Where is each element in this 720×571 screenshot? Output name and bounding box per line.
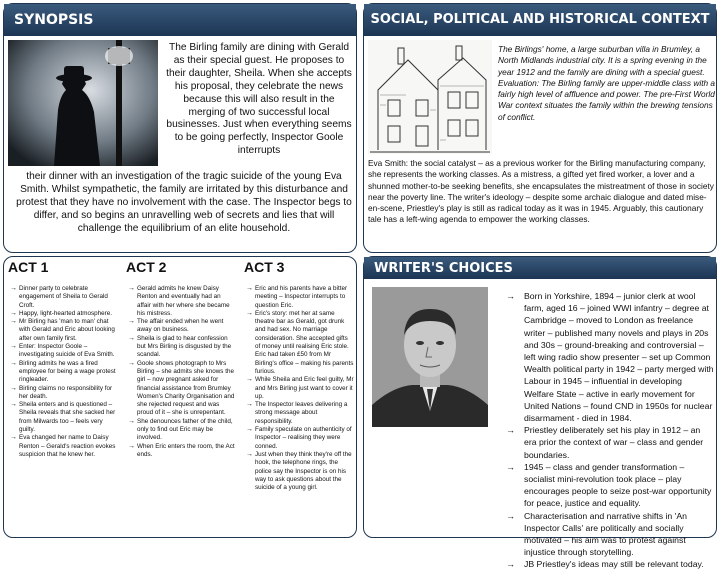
context-panel	[363, 3, 717, 253]
list-item: → She denounces father of the child, only to find out Eric may be involved.	[128, 418, 236, 443]
act-2-title: ACT 2	[126, 259, 167, 275]
act-1-column	[4, 257, 122, 537]
list-item: → Eva changed her name to Daisy Renton – Gerald's reaction evokes suspicion that he knew her.	[10, 434, 118, 459]
list-item: → The affair ended when he went away on business.	[128, 318, 236, 335]
list-item: → Sheila is glad to hear confession but Mrs Birling is disgusted by the scandal.	[128, 335, 236, 360]
list-item: → JB Priestley's ideas may still be relevant today.	[504, 558, 714, 570]
list-item: → Mr Birling has 'man to man' chat with Gerald and Eric about looking after own family first.	[10, 318, 118, 343]
inspector-silhouette-image	[8, 40, 158, 166]
list-item: → The Inspector leaves delivering a strong message about responsibility.	[246, 401, 354, 426]
act-2-column	[122, 257, 240, 537]
synopsis-panel	[3, 3, 357, 253]
context-body: Eva Smith: the social catalyst – as a previous worker for the Birling manufacturing company, she represents the working classes. As a mistress, a gifted yet fired worker, a lover and a shunned mother-to-be seeking benefits, she encapsulates the mistreatment of those in society near the poverty line. The writer's ideology – despite some archaic dialogue and dated mise-en-scene, Priestley's play is still as radical today as it was in 1945. Arguably, this cautionary tale has a left-wing agenda to empower the working classes.	[368, 158, 714, 225]
context-header: SOCIAL, POLITICAL AND HISTORICAL CONTEXT	[364, 4, 716, 36]
list-item: → Just when they think they're off the hook, the telephone rings, the police say the Inspector is on his way to ask questions about the suicide of a young girl.	[246, 451, 354, 492]
list-item: → Sheila enters and is questioned – Sheila reveals that she sacked her from Milwards too – feels very guilty.	[10, 401, 118, 434]
list-item: → Enter: Inspector Goole – investigating suicide of Eva Smith.	[10, 343, 118, 360]
list-item: → Priestley deliberately set his play in 1912 – an era prior the context of war – class and gender boundaries.	[504, 424, 714, 461]
list-item: → Gerald admits he knew Daisy Renton and eventually had an affair with her where she became his mistress.	[128, 285, 236, 318]
list-item: → 1945 – class and gender transformation – socialist mini-revolution took place – play encourages people to seize post-war opportunity for peace, justice and equality.	[504, 461, 714, 510]
priestley-portrait-image	[372, 287, 488, 427]
list-item: → Eric and his parents have a bitter meeting – Inspector interrupts to question Eric.	[246, 285, 354, 310]
synopsis-text-bottom: their dinner with an investigation of the tragic suicide of the young Eva Smith. Whilst sympathetic, the family are irritated by this disturbance and protest that they have no involvement with the case. The Inspector begs to differ, and so begins an unravelling web of secrets and lies that will challenge the equilibrium of an elite household.	[16, 171, 352, 234]
list-item: → Happy, light-hearted atmosphere.	[10, 310, 118, 318]
act-3-column	[240, 257, 358, 537]
list-item: → When Eric enters the room, the Act ends.	[128, 443, 236, 460]
acts-panel	[3, 256, 357, 538]
act-3-list	[240, 277, 358, 492]
act-1-title: ACT 1	[8, 259, 49, 275]
list-item: → Birling admits he was a fired employee for being a wage protest ringleader.	[10, 360, 118, 385]
act-1-list	[4, 277, 122, 459]
list-item: → Birling claims no responsibility for her death.	[10, 385, 118, 402]
list-item: → Dinner party to celebrate engagement of Sheila to Gerald Croft.	[10, 285, 118, 310]
list-item: → Goole shows photograph to Mrs Birling – she admits she knows the girl – now pregnant asked for financial assistance from Brumley Women's Charity Organisation and she rejected request and was proud of it – she is unrepentant.	[128, 360, 236, 418]
villa-sketch-image	[368, 40, 492, 154]
writer-list	[504, 290, 714, 571]
list-item: → Eric's story: met her at same theatre bar as Gerald, got drunk and had sex. No marriage consideration. She accepted gifts of money until realising Eric stole. Eric had taken £50 from Mr Birling's office – making his parents furious.	[246, 310, 354, 376]
list-item: → Characterisation and narrative shifts in 'An Inspector Calls' are politically and socially motivated – his aim was to protest against injustice through storytelling.	[504, 510, 714, 559]
synopsis-header: SYNOPSIS	[4, 4, 356, 36]
synopsis-text-top: The Birling family are dining with Gerald as their special guest. He proposes to their daughter, Sheila. When she accepts his proposal, they celebrate the news because this will also result in the merging of two successful local businesses. Just when everything seems to be going perfectly, Inspector Goole interrupts	[166, 42, 352, 157]
list-item: → Born in Yorkshire, 1894 – junior clerk at wool farm, aged 16 – joined WWI infantry – degree at Cambridge – moved to London as freelance writer – published many novels and plays in 20s and 30s – ground-breaking and controversial – left wing radio show presenter – set up Common Wealth political party in 1942 – party merged with Labour in 1945 – influential in developing Welfare State – active in early movement for United Nations – found CND in 1950s for nuclear disarmament - died in 1984.	[504, 290, 714, 424]
writer-panel	[363, 256, 717, 570]
context-caption: The Birlings' home, a large suburban villa in Brumley, a North Midlands industrial city. It is a spring evening in the year 1912 and the family are dining with a special guest. Evaluation: The Birling family are upper-middle class with a fairly high level of affluence and power. The pre-First World War context situates the family within the brewing tensions of conflict.	[498, 44, 716, 122]
list-item: → While Sheila and Eric feel guilty, Mr and Mrs Birling just want to cover it up.	[246, 376, 354, 401]
writer-header: WRITER'S CHOICES	[364, 257, 716, 279]
act-3-title: ACT 3	[244, 259, 285, 275]
act-2-list	[122, 277, 240, 459]
list-item: → Family speculate on authenticity of Inspector – realising they were conned.	[246, 426, 354, 451]
